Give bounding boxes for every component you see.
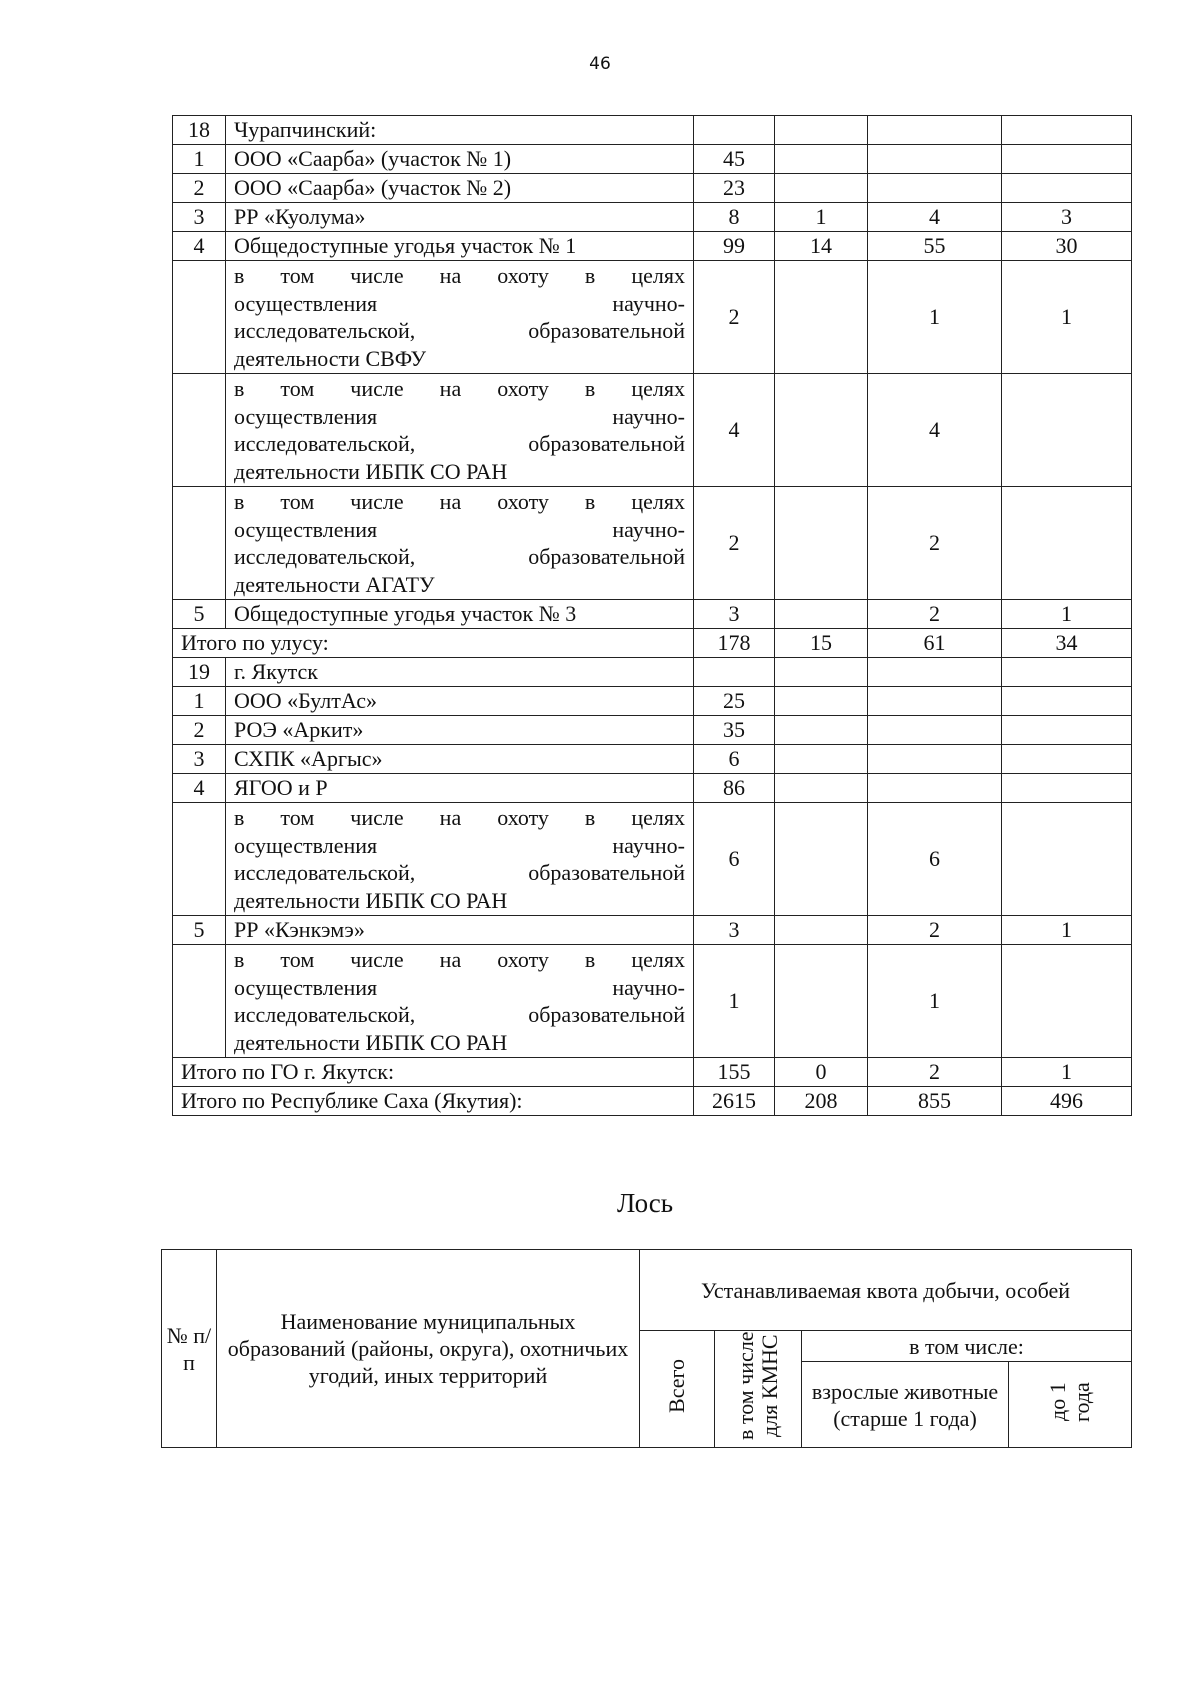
row-number [173, 945, 226, 1058]
value-cell: 3 [694, 916, 775, 945]
value-cell [694, 658, 775, 687]
value-cell [1002, 374, 1132, 487]
value-cell: 178 [694, 629, 775, 658]
value-cell [868, 658, 1002, 687]
value-cell [694, 116, 775, 145]
value-cell [1002, 803, 1132, 916]
value-cell [1002, 658, 1132, 687]
total-row [173, 1058, 1132, 1087]
value-cell [1002, 145, 1132, 174]
row-name-line: в том числе на охоту в целях [234, 947, 685, 972]
value-cell [868, 774, 1002, 803]
row-name-line: исследовательской, образовательной [234, 318, 685, 343]
value-cell: 855 [868, 1087, 1002, 1116]
row-name-line: осуществления научно- [234, 516, 685, 542]
value-cell: 4 [694, 374, 775, 487]
value-cell: 86 [694, 774, 775, 803]
value-cell: 6 [868, 803, 1002, 916]
total-label: Итого по ГО г. Якутск: [173, 1058, 694, 1087]
district-row [173, 116, 1132, 145]
value-cell [775, 687, 868, 716]
value-cell [1002, 745, 1132, 774]
total-row [173, 1087, 1132, 1116]
row-number: 3 [173, 745, 226, 774]
row-name: РОЭ «Аркит» [226, 716, 694, 745]
col-header-total-label: Всего [664, 1359, 689, 1413]
row-name: СХПК «Аргыс» [226, 745, 694, 774]
row-name-line: в том числе на охоту в целях [234, 489, 685, 514]
value-cell [868, 116, 1002, 145]
col-header-kmns [715, 1331, 802, 1448]
value-cell [775, 487, 868, 600]
value-cell: 2 [694, 261, 775, 374]
row-number: 2 [173, 174, 226, 203]
value-cell [775, 658, 868, 687]
row-name: РР «Кэнкэмэ» [226, 916, 694, 945]
value-cell [775, 945, 868, 1058]
value-cell: 1 [694, 945, 775, 1058]
value-cell [775, 261, 868, 374]
row-name-line: осуществления научно- [234, 832, 685, 858]
table-row [173, 916, 1132, 945]
value-cell [868, 745, 1002, 774]
value-cell: 2615 [694, 1087, 775, 1116]
col-header-including: в том числе: [802, 1331, 1132, 1362]
value-cell: 35 [694, 716, 775, 745]
row-number [173, 261, 226, 374]
row-name-line: деятельности ИБПК СО РАН [234, 887, 508, 913]
value-cell: 15 [775, 629, 868, 658]
col-header-young-label: до 1 года [1045, 1381, 1094, 1422]
table-row [173, 774, 1132, 803]
total-row [173, 629, 1132, 658]
row-number: 5 [173, 600, 226, 629]
value-cell [775, 716, 868, 745]
value-cell [868, 687, 1002, 716]
table-row [173, 745, 1132, 774]
value-cell [1002, 487, 1132, 600]
value-cell: 496 [1002, 1087, 1132, 1116]
row-number: 4 [173, 232, 226, 261]
value-cell: 6 [694, 745, 775, 774]
value-cell: 1 [1002, 916, 1132, 945]
row-name [226, 374, 694, 487]
row-number [173, 487, 226, 600]
row-name-line: исследовательской, образовательной [234, 431, 685, 456]
value-cell: 34 [1002, 629, 1132, 658]
value-cell [1002, 945, 1132, 1058]
row-name [226, 487, 694, 600]
quota-table-continued [172, 115, 1132, 1116]
value-cell [868, 145, 1002, 174]
row-name-line: осуществления научно- [234, 290, 685, 316]
table-row [173, 687, 1132, 716]
value-cell: 14 [775, 232, 868, 261]
row-number: 5 [173, 916, 226, 945]
value-cell: 1 [1002, 261, 1132, 374]
col-header-quota: Устанавливаемая квота добычи, особей [640, 1250, 1132, 1331]
value-cell [775, 116, 868, 145]
value-cell [1002, 687, 1132, 716]
row-number: 18 [173, 116, 226, 145]
row-name-line: исследовательской, образовательной [234, 860, 685, 885]
row-name: ЯГОО и Р [226, 774, 694, 803]
value-cell [775, 600, 868, 629]
value-cell: 1 [1002, 1058, 1132, 1087]
value-cell: 25 [694, 687, 775, 716]
value-cell: 0 [775, 1058, 868, 1087]
col-header-number: № п/п [162, 1250, 217, 1448]
value-cell: 8 [694, 203, 775, 232]
value-cell: 1 [1002, 600, 1132, 629]
row-name [226, 261, 694, 374]
row-number: 1 [173, 145, 226, 174]
value-cell [775, 745, 868, 774]
row-name: РР «Куолума» [226, 203, 694, 232]
value-cell [868, 174, 1002, 203]
row-name [226, 803, 694, 916]
value-cell: 1 [868, 945, 1002, 1058]
col-header-total [640, 1331, 715, 1448]
table-row [173, 174, 1132, 203]
row-number [173, 803, 226, 916]
row-name: Общедоступные угодья участок № 3 [226, 600, 694, 629]
row-name: ООО «БултАс» [226, 687, 694, 716]
value-cell [775, 374, 868, 487]
value-cell: 2 [868, 600, 1002, 629]
value-cell [775, 916, 868, 945]
value-cell [1002, 174, 1132, 203]
value-cell: 45 [694, 145, 775, 174]
value-cell [775, 174, 868, 203]
moose-quota-table-header [161, 1249, 1132, 1448]
section-title: Лось [616, 1188, 674, 1218]
table-row [173, 716, 1132, 745]
value-cell: 2 [868, 487, 1002, 600]
row-name: Чурапчинский: [226, 116, 694, 145]
row-name: ООО «Саарба» (участок № 2) [226, 174, 694, 203]
table-row [173, 203, 1132, 232]
value-cell [775, 145, 868, 174]
value-cell [1002, 774, 1132, 803]
page-number: 46 [589, 54, 611, 74]
col-header-kmns-label: в том числе для КМНС [733, 1331, 782, 1441]
row-name: Общедоступные угодья участок № 1 [226, 232, 694, 261]
value-cell: 2 [694, 487, 775, 600]
row-name-line: деятельности АГАТУ [234, 571, 435, 597]
col-header-young [1009, 1362, 1132, 1448]
value-cell: 99 [694, 232, 775, 261]
table-row [173, 600, 1132, 629]
row-name-line: деятельности ИБПК СО РАН [234, 458, 508, 484]
table-row [173, 945, 1132, 1058]
value-cell: 55 [868, 232, 1002, 261]
row-name [226, 945, 694, 1058]
row-number: 19 [173, 658, 226, 687]
value-cell: 1 [775, 203, 868, 232]
table-row [173, 487, 1132, 600]
value-cell: 1 [868, 261, 1002, 374]
row-number: 3 [173, 203, 226, 232]
value-cell [868, 716, 1002, 745]
value-cell: 6 [694, 803, 775, 916]
district-row [173, 658, 1132, 687]
value-cell: 2 [868, 916, 1002, 945]
value-cell: 208 [775, 1087, 868, 1116]
row-name: г. Якутск [226, 658, 694, 687]
row-name-line: осуществления научно- [234, 403, 685, 429]
col-header-name: Наименование муниципальных образований (районы, округа), охотничьих угодий, иных территорий [217, 1250, 640, 1448]
total-label: Итого по улусу: [173, 629, 694, 658]
value-cell: 3 [1002, 203, 1132, 232]
table-row [173, 803, 1132, 916]
row-name-line: деятельности СВФУ [234, 345, 427, 371]
value-cell: 61 [868, 629, 1002, 658]
value-cell [1002, 716, 1132, 745]
table-row [173, 374, 1132, 487]
row-name-line: в том числе на охоту в целях [234, 376, 685, 401]
table-row [173, 232, 1132, 261]
row-number: 1 [173, 687, 226, 716]
row-name-line: исследовательской, образовательной [234, 544, 685, 569]
row-number: 2 [173, 716, 226, 745]
table-row [173, 145, 1132, 174]
row-name-line: исследовательской, образовательной [234, 1002, 685, 1027]
row-number [173, 374, 226, 487]
value-cell: 4 [868, 203, 1002, 232]
row-number: 4 [173, 774, 226, 803]
value-cell: 23 [694, 174, 775, 203]
row-name-line: в том числе на охоту в целях [234, 263, 685, 288]
value-cell: 155 [694, 1058, 775, 1087]
value-cell [1002, 116, 1132, 145]
row-name-line: в том числе на охоту в целях [234, 805, 685, 830]
row-name-line: деятельности ИБПК СО РАН [234, 1029, 508, 1055]
value-cell [775, 774, 868, 803]
col-header-adult: взрослые животные (старше 1 года) [802, 1362, 1009, 1448]
value-cell: 4 [868, 374, 1002, 487]
value-cell: 2 [868, 1058, 1002, 1087]
row-name-line: осуществления научно- [234, 974, 685, 1000]
value-cell: 30 [1002, 232, 1132, 261]
value-cell [775, 803, 868, 916]
value-cell: 3 [694, 600, 775, 629]
table-row [173, 261, 1132, 374]
total-label: Итого по Республике Саха (Якутия): [173, 1087, 694, 1116]
row-name: ООО «Саарба» (участок № 1) [226, 145, 694, 174]
